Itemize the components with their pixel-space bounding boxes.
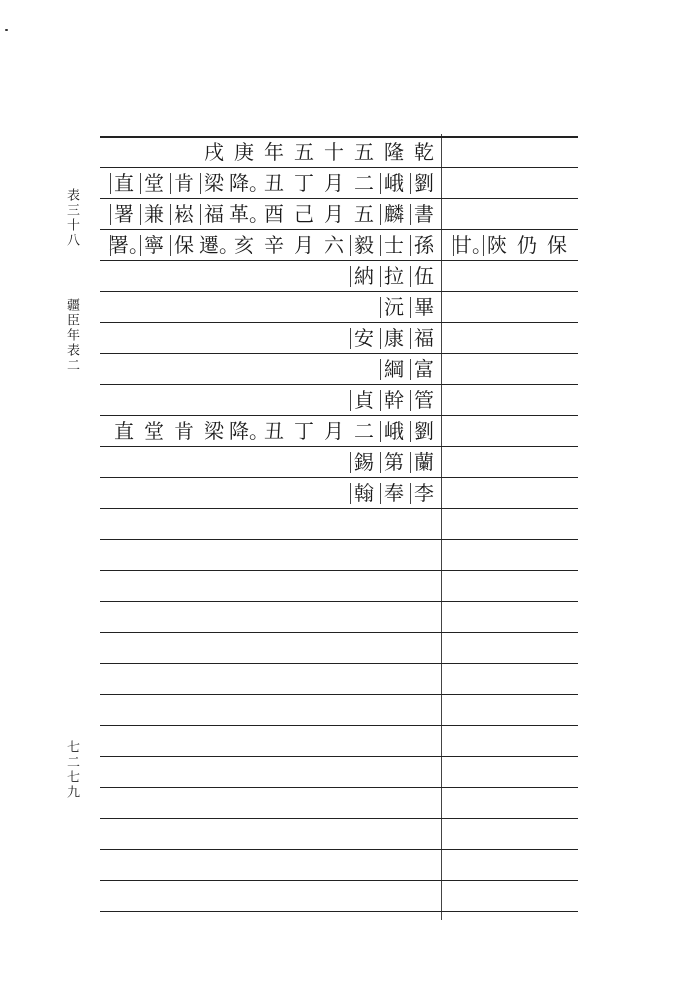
- table-cell-char: 月: [294, 233, 314, 257]
- table-cell-char: 月: [324, 202, 344, 226]
- table-cell-char: 兼: [139, 202, 169, 227]
- table-cell-char: 富: [409, 357, 439, 382]
- table-cell-char: 第: [379, 450, 409, 475]
- table-row: [100, 230, 441, 261]
- rule-line: [100, 694, 578, 695]
- table-cell-char: 乾: [414, 140, 434, 164]
- margin-table-title: 表三十八: [64, 188, 79, 248]
- table-row: [100, 168, 441, 199]
- table-cell-char: 降。: [229, 171, 269, 195]
- table-cell-char: 劉: [409, 171, 439, 196]
- table-cell-char: 梁: [199, 171, 229, 196]
- table-cell-char: 康: [379, 326, 409, 351]
- table-cell-char: 革。: [229, 202, 269, 226]
- margin-table-subtitle: 疆臣年表二: [64, 298, 79, 373]
- table-cell-char: 丑: [264, 419, 284, 443]
- margin-page-number: 七二七九: [64, 740, 79, 800]
- rule-line: [100, 725, 578, 726]
- rule-line: [100, 663, 578, 664]
- table-cell-char: 五: [294, 140, 314, 164]
- table-cell-char: 肯: [169, 171, 199, 196]
- column-divider: [441, 134, 442, 920]
- table-cell-char: 戌: [204, 140, 224, 164]
- table-cell-char: 寧: [139, 233, 169, 258]
- table-cell-char: 麟: [379, 202, 409, 227]
- table-cell-char: 五: [354, 202, 374, 226]
- table-cell-char: 月: [324, 419, 344, 443]
- table-cell-char: 堂: [144, 419, 164, 443]
- table-cell-char: 蘭: [409, 450, 439, 475]
- table-cell-char: 署。: [109, 233, 149, 257]
- table-cell-char: 畢: [409, 295, 439, 320]
- table-cell-char: 署: [109, 202, 139, 227]
- rule-line: [100, 601, 578, 602]
- rule-line: [100, 849, 578, 850]
- table-cell-char: 二: [354, 171, 374, 195]
- table-cell-char: 丁: [294, 171, 314, 195]
- table-row: [100, 199, 441, 230]
- table-cell-char: 二: [354, 419, 374, 443]
- table-row: [100, 478, 441, 509]
- table-cell-char: 月: [324, 171, 344, 195]
- table-cell-char: 李: [409, 481, 439, 506]
- table-cell-char: 丑: [264, 171, 284, 195]
- table-cell-char: 保: [169, 233, 199, 258]
- table-cell-char: 納: [349, 264, 379, 289]
- table-cell-char: 貞: [349, 388, 379, 413]
- table-row: [100, 416, 441, 447]
- table-cell-char: 梁: [204, 419, 224, 443]
- table-cell-char: 翰: [349, 481, 379, 506]
- rule-line: [100, 632, 578, 633]
- table-cell-char: 隆: [384, 140, 404, 164]
- table-cell-char: 拉: [379, 264, 409, 289]
- table-cell-char: 福: [199, 202, 229, 227]
- table-cell-char: 沅: [379, 295, 409, 320]
- table-cell-char: 劉: [409, 419, 439, 444]
- table-cell-char: 堂: [139, 171, 169, 196]
- table-cell-char: 福: [409, 326, 439, 351]
- right-cell-char: 保: [547, 233, 567, 257]
- table-cell-char: 酉: [264, 202, 284, 226]
- table-cell-char: 肯: [174, 419, 194, 443]
- speck-mark: [5, 29, 8, 31]
- right-column-entry: [443, 230, 578, 261]
- table-cell-char: 庚: [234, 140, 254, 164]
- table-cell-char: 士: [379, 233, 409, 258]
- table-row: [100, 292, 441, 323]
- rule-line: [100, 787, 578, 788]
- table-cell-char: 五: [354, 140, 374, 164]
- table-cell-char: 書: [409, 202, 439, 227]
- right-cell-char: 甘。: [452, 233, 492, 257]
- rule-line: [100, 880, 578, 881]
- rule-line: [100, 818, 578, 819]
- table-cell-char: 毅: [349, 233, 379, 258]
- rule-line: [100, 539, 578, 540]
- rule-line: [100, 570, 578, 571]
- table-row: [100, 323, 441, 354]
- table-cell-char: 辛: [264, 233, 284, 257]
- table-cell-char: 峨: [379, 419, 409, 444]
- table-row: [100, 137, 441, 168]
- table-cell-char: 安: [349, 326, 379, 351]
- table-cell-char: 降。: [229, 419, 269, 443]
- table-cell-char: 峨: [379, 171, 409, 196]
- right-cell-char: 陝: [482, 233, 512, 258]
- table-cell-char: 年: [264, 140, 284, 164]
- table-cell-char: 丁: [294, 419, 314, 443]
- rule-line: [100, 911, 578, 912]
- table-cell-char: 遷。: [199, 233, 239, 257]
- table-cell-char: 綱: [379, 357, 409, 382]
- table-row: [100, 261, 441, 292]
- table-cell-char: 孫: [409, 233, 439, 258]
- table-cell-char: 崧: [169, 202, 199, 227]
- rule-line: [100, 756, 578, 757]
- table-cell-char: 直: [109, 171, 139, 196]
- table-cell-char: 伍: [409, 264, 439, 289]
- table-cell-char: 六: [324, 233, 344, 257]
- table-row: [100, 447, 441, 478]
- table-cell-char: 十: [324, 140, 344, 164]
- table-cell-char: 奉: [379, 481, 409, 506]
- table-cell-char: 亥: [234, 233, 254, 257]
- right-cell-char: 仍: [517, 233, 537, 257]
- table-row: [100, 354, 441, 385]
- table-cell-char: 幹: [379, 388, 409, 413]
- table-cell-char: 己: [294, 202, 314, 226]
- table-cell-char: 直: [114, 419, 134, 443]
- table-cell-char: 管: [409, 388, 439, 413]
- table-row: [100, 385, 441, 416]
- table-cell-char: 錫: [349, 450, 379, 475]
